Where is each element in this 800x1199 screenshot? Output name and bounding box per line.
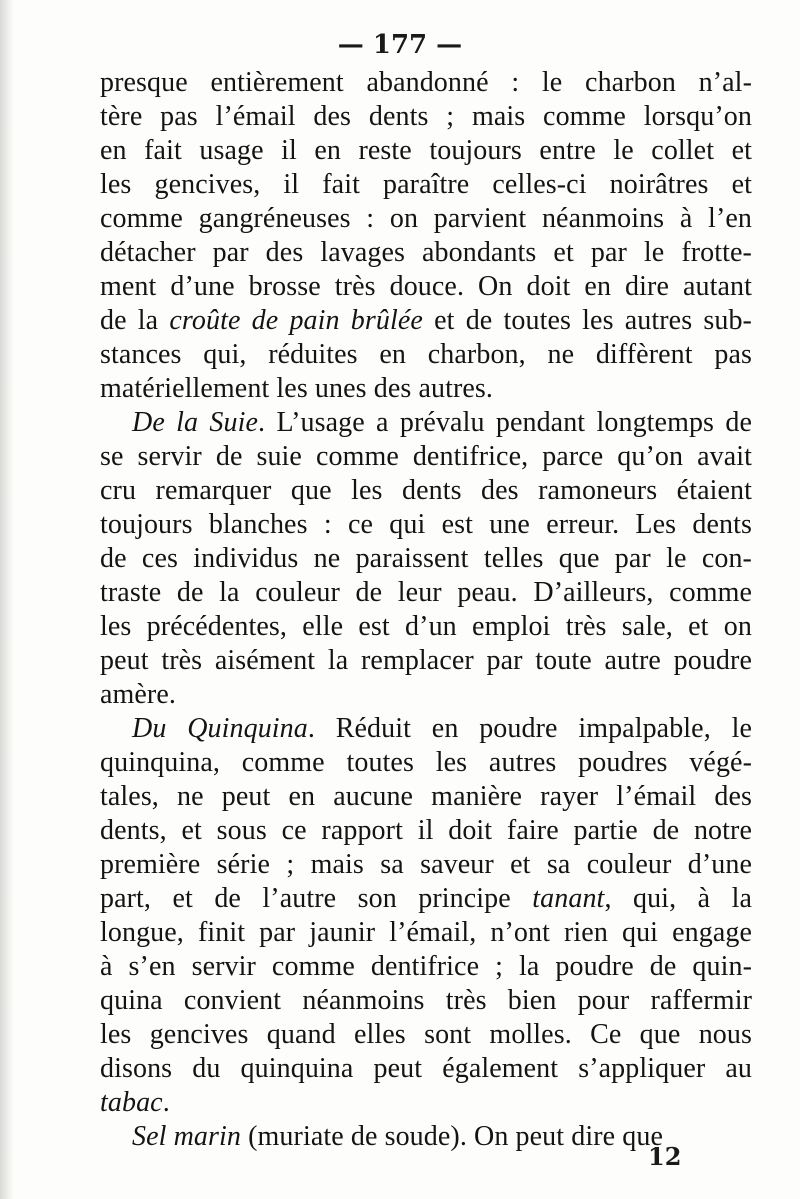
italic-term: croûte de pain brûlée bbox=[169, 305, 423, 336]
text-line bbox=[100, 406, 752, 440]
text-line bbox=[100, 168, 752, 202]
paragraph-p3 bbox=[100, 712, 752, 1120]
page-spine-shadow bbox=[0, 0, 14, 1199]
text-line bbox=[100, 916, 752, 950]
text-line bbox=[100, 1086, 752, 1120]
text-run: quinquina, comme toutes les autres poudres végé- bbox=[100, 747, 752, 778]
text-run: comme gangréneuses : on parvient néanmoins à l’en bbox=[100, 203, 752, 234]
text-run: détacher par des lavages abondants et par le frotte- bbox=[100, 237, 752, 268]
text-run: matériellement les unes des autres. bbox=[100, 373, 494, 404]
text-line bbox=[100, 474, 752, 508]
signature-mark: 12 bbox=[648, 1142, 682, 1171]
paragraph-p2 bbox=[100, 406, 752, 712]
text-line bbox=[100, 984, 752, 1018]
text-line bbox=[100, 746, 752, 780]
text-line bbox=[100, 66, 752, 100]
text-line bbox=[100, 780, 752, 814]
text-run: première série ; mais sa saveur et sa couleur d’une bbox=[100, 849, 752, 880]
text-line bbox=[100, 576, 752, 610]
text-line bbox=[100, 1052, 752, 1086]
text-run: et de toutes les autres sub- bbox=[422, 305, 752, 336]
text-run: amère. bbox=[100, 679, 176, 710]
text-run: disons du quinquina peut également s’appliquer au bbox=[100, 1053, 752, 1084]
text-line bbox=[100, 304, 752, 338]
text-run: peut très aisément la remplacer par toute autre poudre bbox=[100, 645, 752, 676]
text-line bbox=[100, 950, 752, 984]
text-run: . Réduit en poudre impalpable, le bbox=[307, 713, 752, 744]
italic-term: De la Suie bbox=[132, 407, 259, 438]
text-run: ment d’une brosse très douce. On doit en dire autant bbox=[100, 271, 752, 302]
text-line bbox=[100, 134, 752, 168]
text-line bbox=[100, 882, 752, 916]
italic-term: tanant bbox=[532, 883, 605, 914]
text-line bbox=[100, 338, 752, 372]
text-run: les précédentes, elle est d’un emploi très sale, et on bbox=[100, 611, 752, 642]
text-run: les gencives quand elles sont molles. Ce que nous bbox=[100, 1019, 752, 1050]
text-run: se servir de suie comme dentifrice, parce qu’on avait bbox=[100, 441, 752, 472]
italic-term: Sel marin bbox=[132, 1121, 242, 1152]
text-line bbox=[100, 542, 752, 576]
text-run: en fait usage il en reste toujours entre le collet et bbox=[100, 135, 752, 166]
text-run: longue, finit par jaunir l’émail, n’ont rien qui engage bbox=[100, 917, 752, 948]
text-line bbox=[100, 100, 752, 134]
text-run: stances qui, réduites en charbon, ne diffèrent pas bbox=[100, 339, 752, 370]
body-text bbox=[100, 66, 752, 1154]
text-run: . bbox=[162, 1087, 170, 1118]
italic-term: tabac bbox=[100, 1087, 163, 1118]
text-line bbox=[100, 678, 752, 712]
text-line bbox=[100, 644, 752, 678]
text-run: quina convient néanmoins très bien pour raffermir bbox=[100, 985, 752, 1016]
text-line bbox=[100, 202, 752, 236]
text-run: toujours blanches : ce qui est une erreur. Les dents bbox=[100, 509, 752, 540]
text-run: tales, ne peut en aucune manière rayer l’émail des bbox=[100, 781, 752, 812]
text-run: . L’usage a prévalu pendant longtemps de bbox=[258, 407, 752, 438]
text-run: dents, et sous ce rapport il doit faire partie de notre bbox=[100, 815, 752, 846]
text-line bbox=[100, 508, 752, 542]
text-line bbox=[100, 814, 752, 848]
text-line bbox=[100, 372, 752, 406]
text-run: , qui, à la bbox=[604, 883, 752, 914]
text-run: traste de la couleur de leur peau. D’ailleurs, comme bbox=[100, 577, 752, 608]
text-line bbox=[100, 610, 752, 644]
text-run: les gencives, il fait paraître celles-ci noirâtres et bbox=[100, 169, 752, 200]
text-run: (muriate de soude). On peut dire que bbox=[241, 1121, 664, 1152]
text-line bbox=[100, 440, 752, 474]
text-run: cru remarquer que les dents des ramoneurs étaient bbox=[100, 475, 752, 506]
text-line bbox=[100, 1018, 752, 1052]
text-run: presque entièrement abandonné : le charbon n’al- bbox=[100, 67, 752, 98]
text-run: de ces individus ne paraissent telles que par le con- bbox=[100, 543, 752, 574]
text-line bbox=[100, 712, 752, 746]
page-number: — 177 — bbox=[337, 30, 463, 60]
text-line bbox=[100, 848, 752, 882]
paragraph-p1 bbox=[100, 66, 752, 406]
text-run: à s’en servir comme dentifrice ; la poudre de quin- bbox=[100, 951, 752, 982]
text-line bbox=[100, 236, 752, 270]
text-run: tère pas l’émail des dents ; mais comme lorsqu’on bbox=[100, 101, 752, 132]
text-line bbox=[100, 270, 752, 304]
italic-term: Du Quinquina bbox=[132, 713, 308, 744]
text-run: part, et de l’autre son principe bbox=[100, 883, 533, 914]
text-run: de la bbox=[100, 305, 170, 336]
